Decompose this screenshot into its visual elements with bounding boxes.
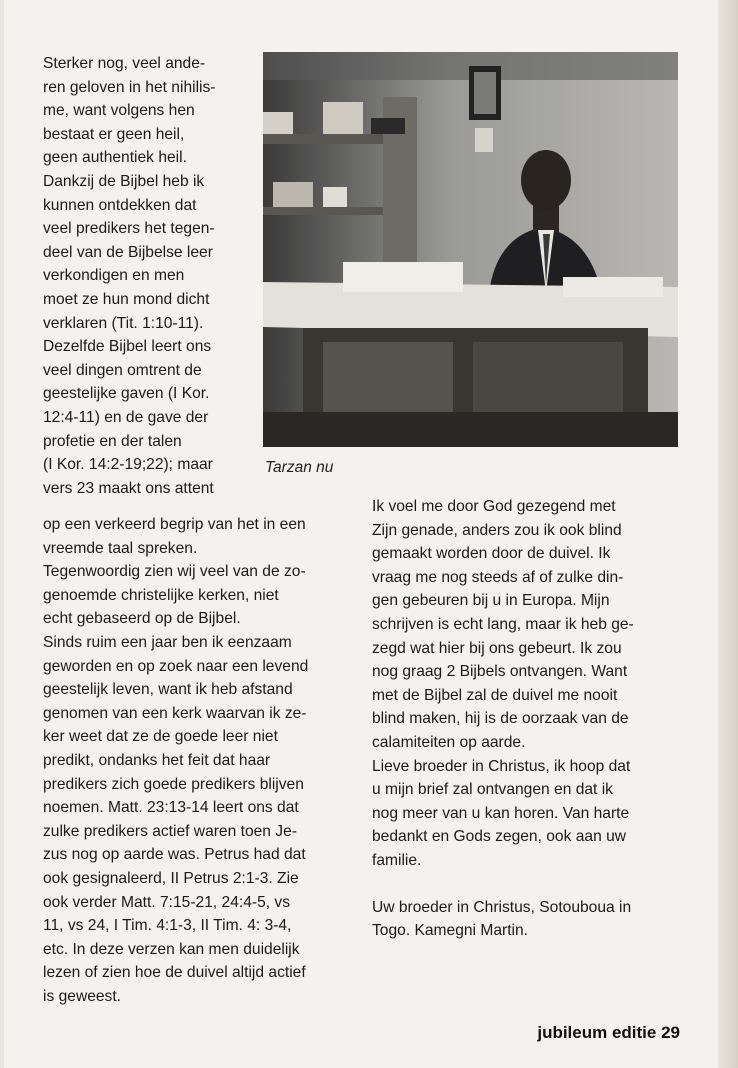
text-line: deel van de Bijbelse leer <box>43 243 213 261</box>
text-line: gen gebeuren bij u in Europa. Mijn <box>372 592 610 610</box>
text-line: verklaren (Tit. 1:10-11). <box>43 314 204 332</box>
text-line: geen authentiek heil. <box>43 149 187 167</box>
text-line: vers 23 maakt ons attent <box>43 479 214 497</box>
text-line: 11, vs 24, I Tim. 4:1-3, II Tim. 4: 3-4, <box>43 917 292 935</box>
photo-caption: Tarzan nu <box>265 459 334 476</box>
text-line: genoemde christelijke kerken, niet <box>43 586 279 604</box>
text-line: Ik voel me door God gezegend met <box>372 498 616 515</box>
text-line: Lieve broeder in Christus, ik hoop dat <box>372 757 631 775</box>
text-line: veel dingen omtrent de <box>43 361 202 379</box>
text-line: op een verkeerd begrip van het in een <box>43 516 306 533</box>
text-line: moet ze hun mond dicht <box>43 290 210 308</box>
left-column <box>43 513 353 1008</box>
text-line: ren geloven in het nihilis- <box>43 78 216 96</box>
text-line: genomen van een kerk waarvan ik ze- <box>43 704 307 722</box>
text-line: blind maken, hij is de oorzaak van de <box>372 710 629 728</box>
text-line: nog graag 2 Bijbels ontvangen. Want <box>372 663 628 681</box>
text-line: geworden en op zoek naar een levend <box>43 657 309 675</box>
text-line: ker weet dat ze de goede leer niet <box>43 728 278 746</box>
text-line: me, want volgens hen <box>43 102 195 120</box>
page-edge <box>718 0 738 1068</box>
text-line: zegd wat hier bij ons gebeurt. Ik zou <box>372 639 622 657</box>
text-line: schrijven is echt lang, maar ik heb ge- <box>372 615 634 633</box>
text-line: bestaat er geen heil, <box>43 125 185 143</box>
intro-column <box>43 52 263 500</box>
text-line: Zijn genade, anders zou ik ook blind <box>372 521 622 539</box>
article-photo <box>263 52 678 447</box>
text-line: Tegenwoordig zien wij veel van de zo- <box>43 563 306 581</box>
text-line: familie. <box>372 851 422 869</box>
text-line: Dankzij de Bijbel heb ik <box>43 172 205 190</box>
text-line: Sinds ruim een jaar ben ik eenzaam <box>43 633 292 651</box>
text-line: u mijn brief zal ontvangen en dat ik <box>372 781 613 799</box>
text-line: lezen of zien hoe de duivel altijd actief <box>43 964 306 982</box>
text-line: noemen. Matt. 23:13-14 leert ons dat <box>43 799 299 817</box>
text-line: profetie en der talen <box>43 432 182 450</box>
text-line: kunnen ontdekken dat <box>43 196 197 214</box>
text-line: vraag me nog steeds af of zulke din- <box>372 568 624 586</box>
page-edge <box>0 0 4 1068</box>
text-line: Sterker nog, veel ande- <box>43 55 206 72</box>
signature-line: Togo. Kamegni Martin. <box>372 922 529 940</box>
text-line: met de Bijbel zal de duivel me nooit <box>372 686 618 704</box>
text-line: vreemde taal spreken. <box>43 539 198 557</box>
text-line: is geweest. <box>43 987 122 1005</box>
text-line: gemaakt worden door de duivel. Ik <box>372 545 611 563</box>
text-line: predikers zich goede predikers blijven <box>43 775 304 793</box>
text-line: geestelijk leven, want ik heb afstand <box>43 681 293 699</box>
text-line: Dezelfde Bijbel leert ons <box>43 338 212 356</box>
text-line: geestelijke gaven (I Kor. <box>43 385 210 403</box>
text-line: predikt, ondanks het feit dat haar <box>43 751 271 769</box>
paragraph-gap <box>372 873 682 896</box>
page-footer: jubileum editie 29 <box>537 1023 680 1042</box>
text-line: (I Kor. 14:2-19;22); maar <box>43 456 213 474</box>
signature-line: Uw broeder in Christus, Sotouboua in <box>372 898 632 916</box>
text-line: ook gesignaleerd, II Petrus 2:1-3. Zie <box>43 869 299 887</box>
text-line: calamiteiten op aarde. <box>372 733 526 751</box>
text-line: bedankt en Gods zegen, ook aan uw <box>372 828 627 846</box>
text-line: zus nog op aarde was. Petrus had dat <box>43 846 306 864</box>
text-line: echt gebaseerd op de Bijbel. <box>43 610 241 628</box>
text-line: verkondigen en men <box>43 267 185 285</box>
right-column <box>372 495 682 943</box>
text-line: veel predikers het tegen- <box>43 220 215 238</box>
text-line: etc. In deze verzen kan men duidelijk <box>43 940 300 958</box>
text-line: ook verder Matt. 7:15-21, 24:4-5, vs <box>43 893 291 911</box>
text-line: nog meer van u kan horen. Van harte <box>372 804 630 822</box>
text-line: 12:4-11) en de gave der <box>43 408 209 426</box>
text-line: zulke predikers actief waren toen Je- <box>43 822 297 840</box>
